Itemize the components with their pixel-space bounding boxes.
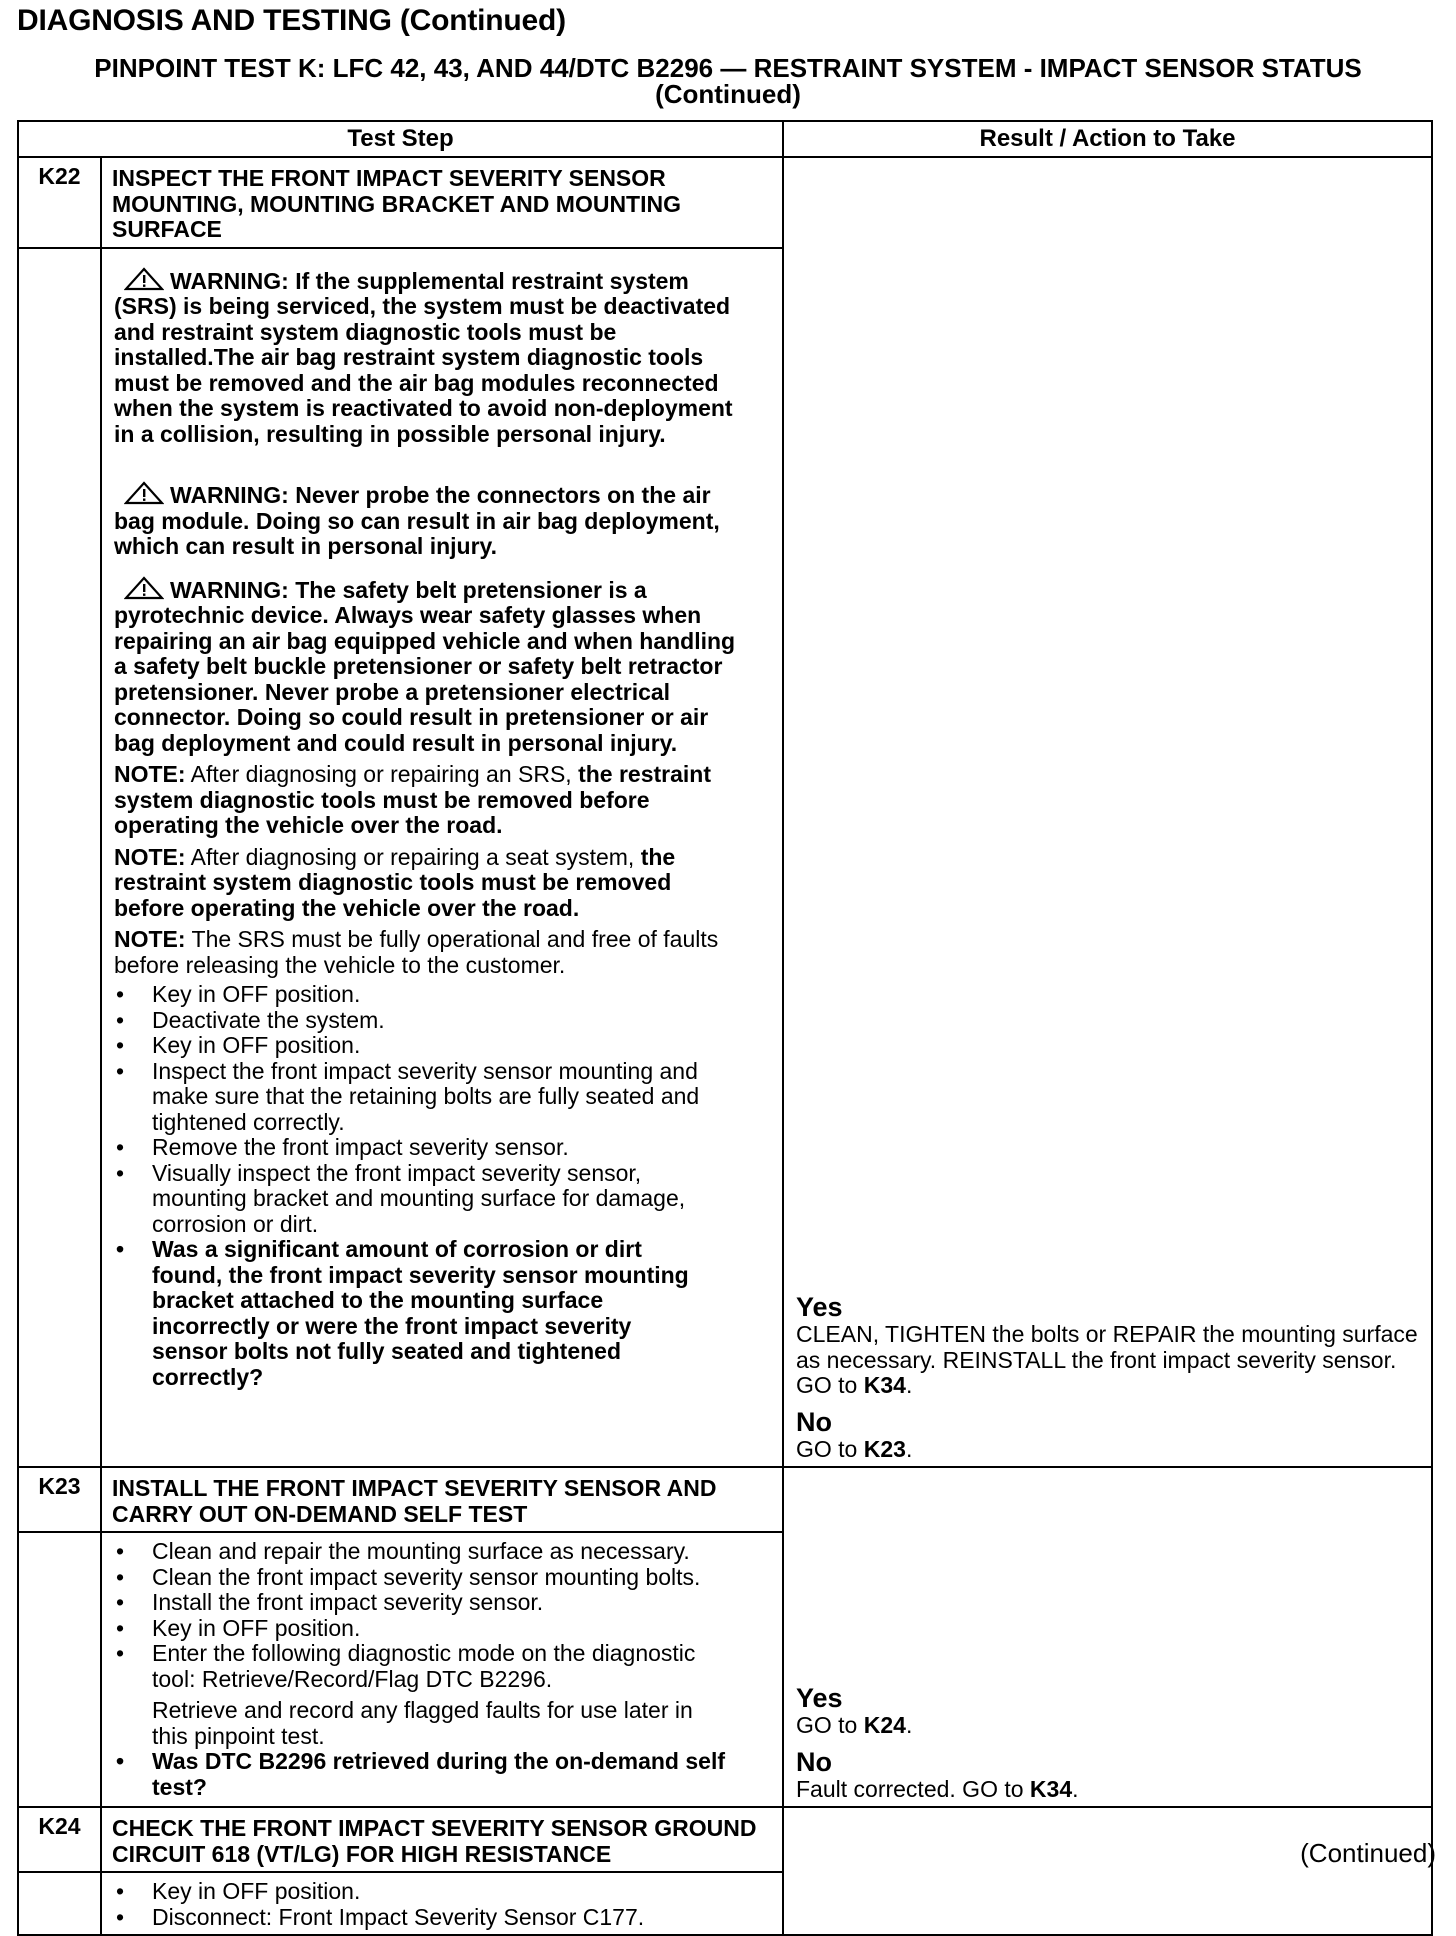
step-id: K24 — [18, 1807, 101, 1872]
pinpoint-test-title-line1: PINPOINT TEST K: LFC 42, 43, AND 44/DTC B2296 — RESTRAINT SYSTEM - IMPACT SENSOR STATUS — [94, 53, 1362, 83]
list-item: • Remove the front impact severity sensor. — [114, 1135, 712, 1161]
list-item: • Deactivate the system. — [114, 1008, 712, 1034]
result-cell-k22 — [783, 157, 1432, 1467]
note-block: NOTE: After diagnosing or repairing a seat system, the restraint system diagnostic tools must be removed before operating the vehicle over the road. — [114, 843, 676, 921]
note-block: NOTE: The SRS must be fully operational and free of faults before releasing the vehicle to the customer. — [114, 926, 719, 978]
yes-action: CLEAN, TIGHTEN the bolts or REPAIR the mounting surface as necessary. REINSTALL the front impact severity sensor. GO to K34. — [796, 1321, 1418, 1398]
no-label: No — [796, 1406, 832, 1437]
step-body-k23 — [101, 1532, 783, 1807]
list-item: • Enter the following diagnostic mode on the diagnostic tool: Retrieve/Record/Flag DTC B2296. — [114, 1641, 712, 1692]
list-item: • Key in OFF position. — [114, 1879, 742, 1905]
step-question: • Was a significant amount of corrosion or dirt found, the front impact severity sensor mounting bracket attached to the mounting surface incorrectly or were the front impact severity sensor bolts not fully seated and tightened correctly? — [114, 1237, 712, 1390]
list-item: • Key in OFF position. — [114, 1033, 712, 1059]
step-body-k24 — [101, 1872, 783, 1935]
step-id: K23 — [18, 1467, 101, 1532]
no-action: GO to K23. — [796, 1435, 913, 1462]
note-block: NOTE: After diagnosing or repairing an SRS, the restraint system diagnostic tools must be removed before operating the vehicle over the road. — [114, 761, 712, 838]
step-title: CHECK THE FRONT IMPACT SEVERITY SENSOR GROUND CIRCUIT 618 (VT/LG) FOR HIGH RESISTANCE — [101, 1807, 783, 1872]
list-item: • Clean the front impact severity sensor mounting bolts. — [114, 1565, 712, 1591]
warning-triangle-icon — [124, 576, 164, 600]
warning-block: WARNING: Never probe the connectors on the air bag module. Doing so can result in air bag deployment, which can result in personal injury. — [114, 482, 720, 559]
list-item: • Key in OFF position. — [114, 982, 712, 1008]
step-list — [114, 1749, 742, 1800]
pinpoint-test-title — [17, 55, 1439, 107]
header-result: Result / Action to Take — [783, 121, 1432, 157]
warning-block: WARNING: The safety belt pretensioner is a pyrotechnic device. Always wear safety glasses when repairing an air bag equipped vehicle and when handling a safety belt buckle pretensioner or safety belt retractor pretensioner. Never probe a pretensioner electrical connector. Doing so could result in pretensioner or air bag deployment and could result in personal injury. — [114, 576, 736, 756]
pinpoint-test-title-line2: (Continued) — [655, 79, 801, 109]
step-row-k23 — [18, 1467, 1432, 1532]
continued-footer: (Continued) — [1300, 1838, 1436, 1868]
page-title: DIAGNOSIS AND TESTING (Continued) — [17, 4, 566, 37]
step-list — [114, 1539, 742, 1692]
step-row-k24 — [18, 1807, 1432, 1872]
step-title: INSTALL THE FRONT IMPACT SEVERITY SENSOR AND CARRY OUT ON-DEMAND SELF TEST — [101, 1467, 783, 1532]
step-list — [114, 982, 742, 1390]
table-header-row — [18, 121, 1432, 157]
no-label: No — [796, 1746, 832, 1777]
list-item: • Disconnect: Front Impact Severity Sensor C177. — [114, 1905, 742, 1931]
pinpoint-test-table — [17, 120, 1433, 1936]
list-item: • Key in OFF position. — [114, 1616, 712, 1642]
header-test-step: Test Step — [18, 121, 783, 157]
step-id-spacer — [18, 1872, 101, 1935]
yes-label: Yes — [796, 1683, 843, 1713]
step-question: • Was DTC B2296 retrieved during the on-demand self test? — [114, 1749, 742, 1800]
result-cell-k24 — [783, 1807, 1432, 1935]
no-action: Fault corrected. GO to K34. — [796, 1775, 1079, 1802]
step-body-k22 — [101, 248, 783, 1468]
step-row-k22 — [18, 157, 1432, 248]
step-list — [114, 1879, 742, 1930]
warning-triangle-icon — [124, 267, 164, 291]
step-id-spacer — [18, 1532, 101, 1807]
list-item: • Visually inspect the front impact severity sensor, mounting bracket and mounting surface for damage, corrosion or dirt. — [114, 1161, 712, 1238]
yes-label: Yes — [796, 1292, 843, 1322]
warning-block: WARNING: If the supplemental restraint system (SRS) is being serviced, the system must be deactivated and restraint system diagnostic tools must be installed.The air bag restraint system diagnostic tools must be removed and the air bag modules reconnected when the system is reactivated to avoid non-deployment in a collision, resulting in possible personal injury. — [114, 267, 733, 447]
list-item: • Clean and repair the mounting surface as necessary. — [114, 1539, 712, 1565]
list-item: • Inspect the front impact severity sensor mounting and make sure that the retaining bolts are fully seated and tightened correctly. — [114, 1059, 712, 1136]
list-item: • Install the front impact severity sensor. — [114, 1590, 712, 1616]
step-id: K22 — [18, 157, 101, 248]
warning-triangle-icon — [124, 481, 164, 505]
step-id-spacer — [18, 248, 101, 1468]
step-sub-text: Retrieve and record any flagged faults for use later in this pinpoint test. — [152, 1697, 693, 1749]
result-cell-k23 — [783, 1467, 1432, 1807]
step-title: INSPECT THE FRONT IMPACT SEVERITY SENSOR MOUNTING, MOUNTING BRACKET AND MOUNTING SURFACE — [101, 157, 783, 248]
yes-action: GO to K24. — [796, 1712, 913, 1738]
